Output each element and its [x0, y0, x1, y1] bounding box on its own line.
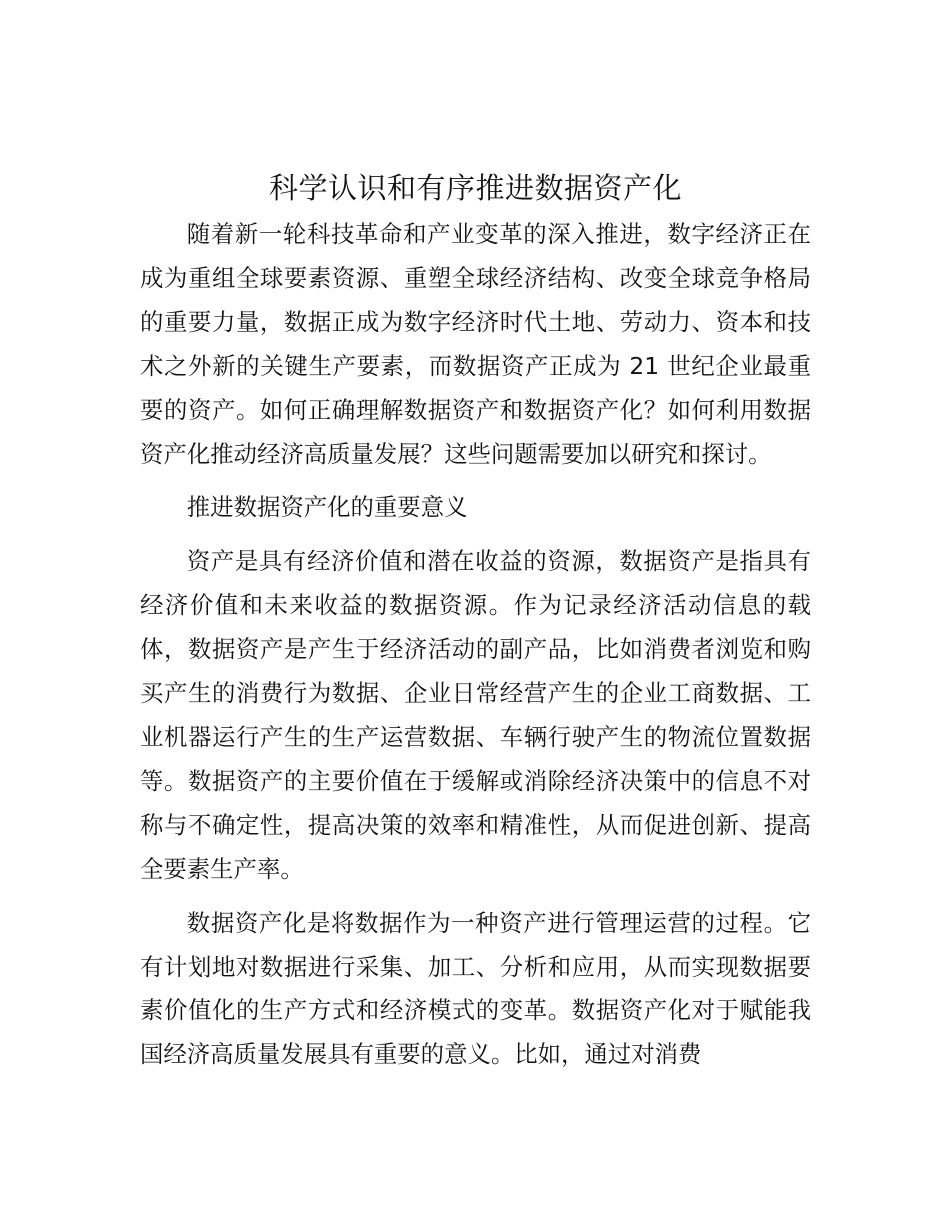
section-heading: 推进数据资产化的重要意义	[186, 493, 468, 522]
paragraph-data-assets: 资产是具有经济价值和潜在收益的资源，数据资产是指具有经济价值和未来收益的数据资源。作为记录经济活动信息的载体，数据资产是产生于经济活动的副产品，比如消费者浏览和购买产生的消费行为数据、企业日常经营产生的企业工商数据、工业机器运行产生的生产运营数据、车辆行驶产生的物流位置数据等。数据资产的主要价值在于缓解或消除经济决策中的信息不对称与不确定性，提高决策的效率和精准性，从而促进创新、提高全要素生产率。	[140, 547, 811, 883]
document-page	[140, 168, 811, 1077]
paragraph-assetization: 数据资产化是将数据作为一种资产进行管理运营的过程。它有计划地对数据进行采集、加工、分析和应用，从而实现数据要素价值化的生产方式和经济模式的变革。数据资产化对于赋能我国经济高质量发展具有重要的意义。比如，通过对消费	[140, 908, 811, 1069]
document-title: 科学认识和有序推进数据资产化	[268, 171, 682, 205]
paragraph-intro: 随着新一轮科技革命和产业变革的深入推进，数字经济正在成为重组全球要素资源、重塑全球经济结构、改变全球竞争格局的重要力量，数据正成为数字经济时代土地、劳动力、资本和技术之外新的关键生产要素，而数据资产正成为 21 世纪企业最重要的资产。如何正确理解数据资产和数据资产化？如何利用数据资产化推动经济高质量发展？这些问题需要加以研究和探讨。	[140, 220, 811, 468]
